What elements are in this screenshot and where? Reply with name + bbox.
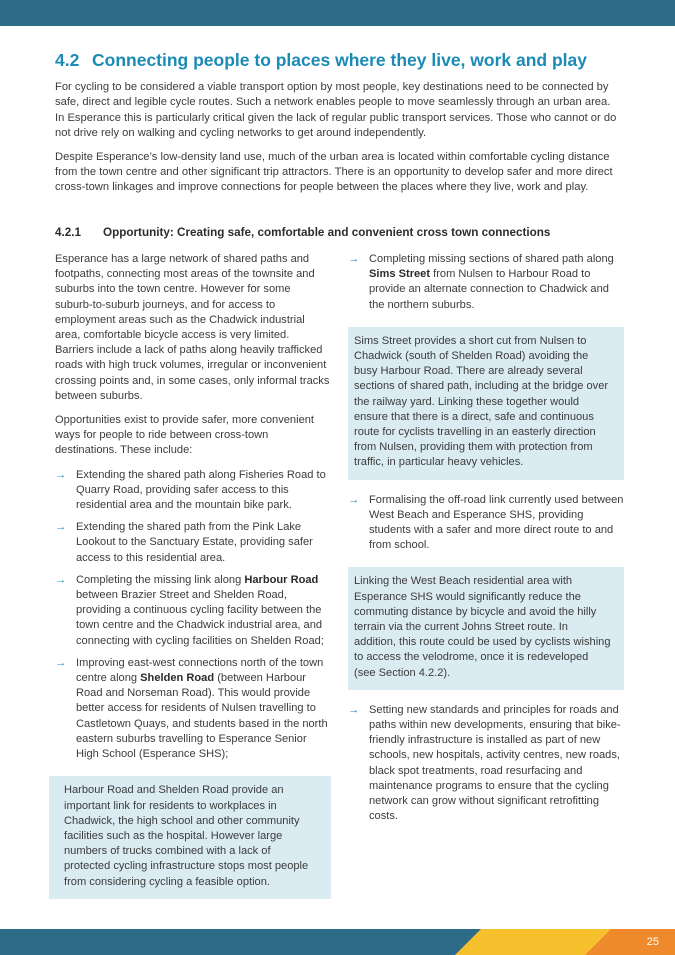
list-item [348, 252, 624, 313]
top-band [0, 0, 675, 26]
arrow-right-icon: → [55, 521, 67, 534]
callout-text: Harbour Road and Shelden Road provide an important link for residents to workplaces in Chadwick, the high school and other community facilities such as the hospital. However large numbers of trucks combined with a lack of protected cycling infrastructure stops most people from considering cycling a feasible option. [64, 784, 309, 888]
list-item-text: Completing missing sections of shared path along [369, 253, 614, 265]
callout-text: Linking the West Beach residential area with Esperance SHS would significantly reduce the commuting distance by bicycle and avoid the hilly terrain via the current Johns Street route. In addition, this route could be used by cyclists wishing to access the velodrome, once it is redeveloped (see Section 4.2.2). [354, 575, 611, 679]
list-item-text: Extending the shared path along Fisheries Road to Quarry Road, providing safer access to this residential area and the mountain bike park. [76, 468, 326, 512]
list-item [348, 493, 624, 554]
callout-box [49, 776, 331, 898]
arrow-right-icon: → [348, 493, 360, 506]
subsection-title-text: Opportunity: Creating safe, comfortable and convenient cross town connections [103, 226, 551, 239]
bottom-band [0, 929, 675, 955]
callout-box [348, 327, 624, 480]
list-item [55, 573, 331, 649]
arrow-right-icon: → [348, 703, 360, 716]
body-paragraph: Opportunities exist to provide safer, more convenient ways for people to ride between cross-town destinations. These include: [55, 414, 314, 457]
list-item [55, 656, 331, 762]
left-column [55, 252, 331, 912]
intro-text [55, 80, 617, 204]
list-item-text: (between Harbour Road and Norseman Road). This would provide better access for residents of Nulsen travelling to Castletown Quays, and students based in the north eastern suburbs travelling to Esperance Senior High School (Esperance SHS); [76, 672, 328, 761]
list-item [55, 468, 331, 514]
intro-paragraph: Despite Esperance’s low-density land use, much of the urban area is located within comfortable cycling distance from the town centre and other significant trip attractors. There is an opportunity to develop safer and more direct cross-town linkages and improve connections for people between the places where they live, work and play. [55, 150, 613, 194]
list-item-text: Extending the shared path from the Pink Lake Lookout to the Sanctuary Estate, providing safer access to this residential area. [76, 521, 313, 564]
arrow-right-icon: → [55, 468, 67, 481]
list-item-text: Completing the missing link along [76, 573, 245, 586]
list-item-text: between Brazier Street and Shelden Road, providing a continuous cycling facility between the town centre and the Chadwick industrial area, and connecting with cycling facilities on Shelden Road; [76, 589, 324, 647]
section-number: 4.2 [55, 50, 80, 70]
list-item-emphasis: Shelden Road [140, 672, 215, 685]
list-item-text: Improving east-west connections north of the town centre along [76, 656, 324, 685]
subsection-number: 4.2.1 [55, 226, 81, 239]
arrow-right-icon: → [55, 656, 67, 669]
callout-text: Sims Street provides a short cut from Nulsen to Chadwick (south of Shelden Road) avoiding the busy Harbour Road. There are already several sections of shared path, including at the bridge over the railway yard. Linking these together would ensure that there is a direct, safe and continuous route for cyclists travelling in an easterly direction from Nulsen, providing them with protection from traffic, in particular heavy vehicles. [354, 334, 609, 469]
intro-paragraph: For cycling to be considered a viable transport option by most people, key destinations need to be connected by safe, direct and legible cycle routes. Such a network enables people to move seamlessly through an urban area. In Esperance this is particularly critical given the lack of regular public transport services. Those who cannot or do not drive rely on walking and cycling networks to get around independently. [55, 81, 617, 140]
section-title-text: Connecting people to places where they live, work and play [92, 50, 587, 70]
list-item-text: Setting new standards and principles for roads and paths within new developments, ensuring that bike-friendly infrastructure is installed as part of new schools, new hospitals, activity centres, new roads, black spot treatments, road resurfacing and maintenance programs to ensure that the cycling network can grow without significant retrofitting costs. [369, 703, 621, 823]
arrow-right-icon: → [348, 253, 360, 265]
subsection-title [55, 226, 550, 239]
list-item [348, 703, 624, 825]
list-item-text: Formalising the off-road link currently used between West Beach and Esperance SHS, providing students with a safer and more direct route to and from school. [369, 493, 624, 552]
list-item-emphasis: Harbour Road [244, 573, 319, 586]
right-column [348, 252, 624, 832]
section-title [55, 50, 587, 71]
callout-box [348, 567, 624, 689]
list-item-text: from Nulsen to Harbour Road to provide an alternate connection to Chadwick and the northern suburbs. [369, 268, 609, 311]
page-number: 25 [646, 936, 659, 948]
arrow-right-icon: → [55, 573, 67, 586]
list-item [55, 520, 331, 566]
list-item-emphasis: Sims Street [369, 268, 431, 281]
body-paragraph: Esperance has a large network of shared paths and footpaths, connecting most areas of the townsite and suburbs into the town centre. However for some suburb-to-suburb journeys, and for access to employment areas such as the Chadwick industrial area, comfortable bicycle access is very limited. Barriers include a lack of paths along heavily trafficked roads with high truck volumes, irregular or inconvenient crossing points and, in some cases, only informal tracks between suburbs. [55, 253, 330, 402]
